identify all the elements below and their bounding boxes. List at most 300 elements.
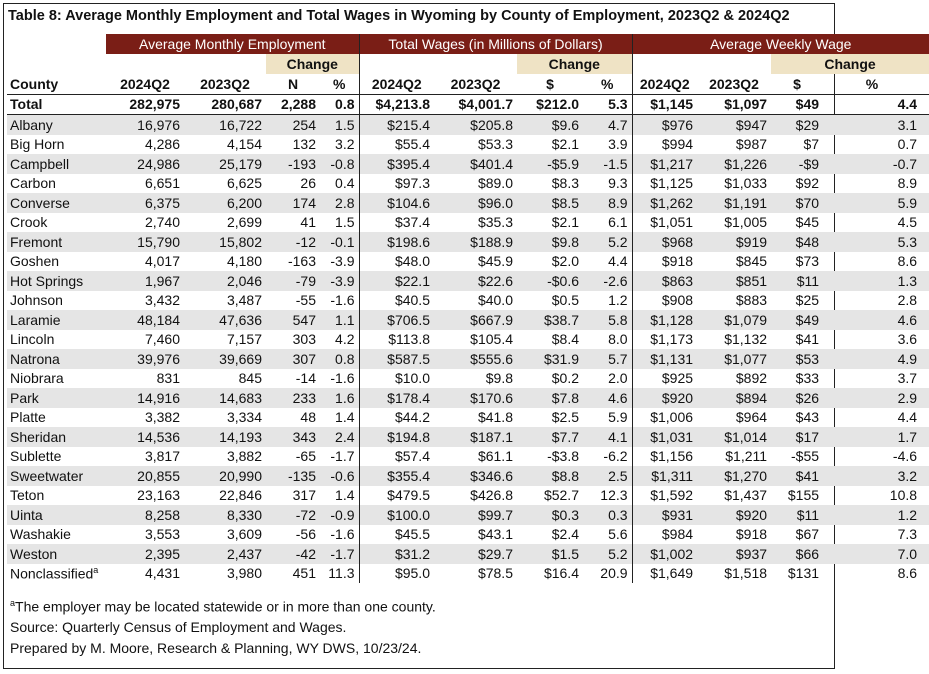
- cell-county: [7, 213, 106, 233]
- cell-value: $67: [795, 526, 820, 543]
- cell-emp-pct: [320, 486, 359, 506]
- cell-emp-n: [266, 349, 320, 369]
- cell-wage-2023: [434, 213, 517, 233]
- table-row: [7, 291, 929, 311]
- cell-value: $9.8: [551, 233, 579, 250]
- cell-value: $31.2: [394, 545, 430, 562]
- cell-county: [7, 115, 106, 135]
- cell-wage-dollar: [517, 94, 583, 115]
- cell-emp-2023: [184, 525, 266, 545]
- cell-wage-dollar: [517, 369, 583, 389]
- cell-value: 4.2: [335, 331, 355, 348]
- cell-value: $48.0: [394, 253, 430, 270]
- cell-emp-pct: [320, 330, 359, 350]
- cell-emp-pct: [320, 193, 359, 213]
- cell-emp-n: [266, 486, 320, 506]
- cell-wage-dollar: [517, 486, 583, 506]
- cell-value: 0.7: [897, 136, 918, 153]
- cell-week-2023: [697, 388, 771, 408]
- cell-value: 3,432: [144, 292, 180, 309]
- cell-wage-2023: [434, 193, 517, 213]
- cell-value: 14,536: [137, 428, 180, 445]
- cell-value: -6.2: [603, 448, 628, 465]
- cell-value: -0.8: [330, 155, 355, 172]
- cell-value: 3,487: [226, 292, 262, 309]
- cell-value: Carbon: [10, 175, 56, 192]
- cell-value: 1,967: [144, 272, 180, 289]
- cell-wage-2024: [359, 408, 434, 428]
- cell-emp-2024: [106, 544, 184, 564]
- cell-emp-n: [266, 564, 320, 584]
- cell-wage-dollar: [517, 408, 583, 428]
- col-emp-2024: 2024Q2: [106, 74, 184, 94]
- cell-wage-dollar: [517, 135, 583, 155]
- cell-value: -1.7: [330, 545, 355, 562]
- cell-wage-2023: [434, 232, 517, 252]
- cell-county: [7, 291, 106, 311]
- cell-wage-2023: [434, 427, 517, 447]
- cell-value: $1,031: [650, 428, 694, 445]
- cell-wage-2024: [359, 369, 434, 389]
- cell-value: -4.6: [892, 448, 918, 465]
- cell-emp-pct: [320, 544, 359, 564]
- cell-value: 41: [300, 214, 316, 231]
- cell-value: $1,592: [650, 487, 694, 504]
- cell-value: $401.4: [470, 155, 513, 172]
- cell-wage-2023: [434, 94, 517, 115]
- cell-value: 233: [292, 389, 316, 406]
- cell-value: 1.2: [608, 292, 628, 309]
- cell-value: $205.8: [470, 116, 513, 133]
- cell-week-2024: [632, 115, 697, 135]
- cell-value: 5.8: [608, 311, 628, 328]
- cell-value: $918: [661, 253, 694, 270]
- cell-value: 4.4: [608, 253, 628, 270]
- cell-value: $45.9: [477, 253, 513, 270]
- cell-wage-2024: [359, 349, 434, 369]
- cell-wage-pct: [583, 213, 632, 233]
- cell-week-2024: [632, 388, 697, 408]
- cell-wage-2024: [359, 466, 434, 486]
- cell-value: 10.8: [889, 487, 918, 504]
- cell-wage-2024: [359, 135, 434, 155]
- cell-county: [7, 174, 106, 194]
- cell-value: $908: [661, 292, 694, 309]
- cell-value: $1,173: [650, 331, 694, 348]
- cell-value: 4.7: [608, 116, 628, 133]
- cell-week-2023: [697, 525, 771, 545]
- cell-value: Campbell: [10, 155, 70, 172]
- cell-value: 547: [292, 311, 316, 328]
- cell-value: $1.5: [551, 545, 579, 562]
- cell-wage-2024: [359, 505, 434, 525]
- cell-value: 26: [300, 175, 316, 192]
- cell-value: $29.7: [477, 545, 513, 562]
- cell-value: 0.8: [335, 96, 355, 113]
- cell-value: 0.4: [335, 175, 355, 192]
- cell-week-dollar: [771, 232, 823, 252]
- col-wage-2024: 2024Q2: [359, 74, 434, 94]
- cell-value: 5.3: [897, 233, 918, 250]
- cell-value: $53.3: [477, 136, 513, 153]
- table-row: [7, 174, 929, 194]
- cell-value: Washakie: [10, 526, 71, 543]
- cell-value: Albany: [10, 116, 53, 133]
- cell-wage-2023: [434, 174, 517, 194]
- cell-value: $25: [795, 292, 820, 309]
- cell-week-pct: [823, 252, 929, 272]
- cell-value: -65: [295, 448, 316, 465]
- cell-emp-2023: [184, 447, 266, 467]
- cell-emp-2023: [184, 135, 266, 155]
- column-header-row: [7, 74, 929, 94]
- cell-value: 5.7: [608, 350, 628, 367]
- cell-value: 5.6: [608, 526, 628, 543]
- cell-value: 174: [292, 194, 316, 211]
- cell-wage-dollar: [517, 505, 583, 525]
- cell-week-pct: [823, 310, 929, 330]
- cell-value: $31.9: [543, 350, 579, 367]
- cell-emp-pct: [320, 388, 359, 408]
- cell-wage-2024: [359, 291, 434, 311]
- cell-value: $215.4: [387, 116, 430, 133]
- cell-week-pct: [823, 135, 929, 155]
- cell-county: [7, 252, 106, 272]
- cell-emp-2024: [106, 427, 184, 447]
- cell-value: $587.5: [387, 350, 430, 367]
- table-row: [7, 330, 929, 350]
- cell-emp-n: [266, 388, 320, 408]
- cell-value: $845: [735, 253, 768, 270]
- cell-emp-pct: [320, 349, 359, 369]
- cell-wage-dollar: [517, 427, 583, 447]
- cell-value: $2.1: [551, 214, 579, 231]
- cell-value: Big Horn: [10, 136, 65, 153]
- cell-emp-n: [266, 369, 320, 389]
- cell-value: 48: [300, 409, 316, 426]
- cell-week-pct: [823, 213, 929, 233]
- cell-week-2024: [632, 232, 697, 252]
- col-wage-pct: %: [583, 74, 632, 94]
- cell-value: 1.5: [335, 116, 355, 133]
- cell-value: 1.4: [335, 409, 355, 426]
- cell-emp-pct: [320, 213, 359, 233]
- cell-emp-2023: [184, 310, 266, 330]
- cell-emp-2024: [106, 388, 184, 408]
- cell-week-pct: [823, 154, 929, 174]
- cell-value: $61.1: [477, 448, 513, 465]
- table-row: [7, 466, 929, 486]
- cell-value: Uinta: [10, 506, 43, 523]
- cell-value: $964: [735, 409, 768, 426]
- cell-emp-2023: [184, 252, 266, 272]
- cell-value: $1,131: [650, 350, 694, 367]
- cell-value: $187.1: [470, 428, 513, 445]
- cell-value: Sublette: [10, 448, 62, 465]
- cell-value: -3.9: [330, 272, 355, 289]
- cell-wage-2024: [359, 174, 434, 194]
- cell-wage-2023: [434, 388, 517, 408]
- cell-wage-2024: [359, 388, 434, 408]
- cell-value: $937: [735, 545, 768, 562]
- cell-value: Fremont: [10, 233, 63, 250]
- cell-wage-2023: [434, 369, 517, 389]
- cell-value: 1.1: [335, 311, 355, 328]
- cell-wage-2024: [359, 232, 434, 252]
- cell-emp-2024: [106, 525, 184, 545]
- cell-wage-2023: [434, 330, 517, 350]
- table-row: [7, 544, 929, 564]
- cell-value: -1.6: [330, 292, 355, 309]
- cell-value: $667.9: [470, 311, 513, 328]
- cell-emp-pct: [320, 291, 359, 311]
- cell-wage-pct: [583, 291, 632, 311]
- footnote-marker: a: [93, 564, 99, 575]
- cell-wage-pct: [583, 388, 632, 408]
- cell-wage-2024: [359, 427, 434, 447]
- cell-wage-pct: [583, 310, 632, 330]
- cell-county: [7, 271, 106, 291]
- cell-emp-2024: [106, 310, 184, 330]
- cell-wage-2023: [434, 486, 517, 506]
- cell-value: $49: [795, 96, 820, 113]
- cell-value: 6,200: [226, 194, 262, 211]
- cell-wage-2024: [359, 447, 434, 467]
- cell-emp-2024: [106, 330, 184, 350]
- cell-week-dollar: [771, 349, 823, 369]
- cell-value: 3.1: [897, 116, 918, 133]
- cell-value: 8,258: [144, 506, 180, 523]
- cell-emp-2023: [184, 466, 266, 486]
- cell-value: $10.0: [394, 370, 430, 387]
- cell-week-dollar: [771, 447, 823, 467]
- cell-value: $1,211: [725, 448, 768, 465]
- cell-value: $104.6: [387, 194, 430, 211]
- cell-county: [7, 486, 106, 506]
- cell-value: 6.1: [608, 214, 628, 231]
- cell-week-2023: [697, 252, 771, 272]
- cell-week-pct: [823, 486, 929, 506]
- cell-week-2023: [697, 369, 771, 389]
- cell-county: [7, 544, 106, 564]
- cell-value: Converse: [10, 194, 70, 211]
- cell-emp-pct: [320, 252, 359, 272]
- cell-wage-dollar: [517, 232, 583, 252]
- cell-value: 16,722: [219, 116, 262, 133]
- cell-value: $1,079: [724, 311, 768, 328]
- cell-value: $1,191: [724, 194, 768, 211]
- cell-week-2024: [632, 447, 697, 467]
- cell-value: $1,051: [650, 214, 694, 231]
- cell-value: $16.4: [543, 565, 579, 582]
- cell-value: -$55: [791, 448, 820, 465]
- cell-value: $346.6: [470, 467, 513, 484]
- cell-county: [7, 232, 106, 252]
- cell-week-2023: [697, 544, 771, 564]
- cell-emp-2023: [184, 154, 266, 174]
- cell-emp-2024: [106, 115, 184, 135]
- cell-value: 12.3: [600, 487, 628, 504]
- table-row: [7, 525, 929, 545]
- cell-value: $97.3: [394, 175, 430, 192]
- cell-emp-2023: [184, 271, 266, 291]
- cell-county: [7, 135, 106, 155]
- cell-value: $1,262: [650, 194, 694, 211]
- col-week-dollar: $: [771, 74, 823, 94]
- cell-week-pct: [823, 447, 929, 467]
- cell-value: 11.3: [328, 565, 355, 582]
- cell-county: [7, 427, 106, 447]
- cell-wage-2023: [434, 408, 517, 428]
- cell-wage-2024: [359, 154, 434, 174]
- cell-value: -135: [287, 467, 316, 484]
- cell-week-pct: [823, 564, 929, 584]
- cell-wage-dollar: [517, 213, 583, 233]
- cell-week-2024: [632, 349, 697, 369]
- cell-value: 0.3: [608, 506, 628, 523]
- cell-emp-n: [266, 94, 320, 115]
- cell-wage-2024: [359, 486, 434, 506]
- cell-wage-dollar: [517, 330, 583, 350]
- cell-value: $53: [795, 350, 820, 367]
- cell-value: $4,001.7: [458, 96, 513, 113]
- cell-week-pct: [823, 115, 929, 135]
- cell-wage-dollar: [517, 193, 583, 213]
- cell-wage-dollar: [517, 447, 583, 467]
- cell-emp-pct: [320, 310, 359, 330]
- cell-week-2024: [632, 310, 697, 330]
- cell-value: 14,193: [219, 428, 262, 445]
- cell-value: 3.2: [335, 136, 355, 153]
- cell-week-pct: [823, 349, 929, 369]
- cell-week-2024: [632, 154, 697, 174]
- cell-week-dollar: [771, 135, 823, 155]
- cell-value: 1.3: [897, 272, 918, 289]
- cell-week-pct: [823, 94, 929, 115]
- cell-value: 39,669: [219, 350, 262, 367]
- cell-value: Platte: [10, 409, 46, 426]
- cell-value: $2.0: [551, 253, 579, 270]
- cell-value: $96.0: [477, 194, 513, 211]
- cell-value: -2.6: [603, 272, 628, 289]
- cell-wage-dollar: [517, 174, 583, 194]
- cell-value: $1,128: [650, 311, 694, 328]
- table-row: [7, 369, 929, 389]
- cell-emp-2023: [184, 388, 266, 408]
- cell-value: $7: [803, 136, 820, 153]
- cell-wage-dollar: [517, 388, 583, 408]
- cell-value: -193: [287, 155, 316, 172]
- cell-week-2024: [632, 564, 697, 584]
- col-county: County: [7, 74, 106, 94]
- cell-value: $1,077: [724, 350, 768, 367]
- cell-county: [7, 525, 106, 545]
- cell-value: $45.5: [394, 526, 430, 543]
- cell-county: [7, 408, 106, 428]
- cell-value: 2,046: [226, 272, 262, 289]
- cell-value: Park: [10, 389, 39, 406]
- cell-week-2024: [632, 369, 697, 389]
- cell-emp-2024: [106, 154, 184, 174]
- cell-value: $8.4: [551, 331, 579, 348]
- cell-week-2024: [632, 252, 697, 272]
- cell-value: Sweetwater: [10, 467, 84, 484]
- cell-week-2023: [697, 408, 771, 428]
- cell-value: $2.1: [551, 136, 579, 153]
- cell-value: $706.5: [387, 311, 430, 328]
- cell-emp-2024: [106, 193, 184, 213]
- wages-change-label: Change: [517, 54, 632, 74]
- cell-value: -56: [295, 526, 316, 543]
- cell-value: 845: [238, 370, 262, 387]
- cell-value: $70: [795, 194, 820, 211]
- cell-value: $43: [795, 409, 820, 426]
- cell-emp-2024: [106, 408, 184, 428]
- cell-value: Niobrara: [10, 370, 64, 387]
- cell-value: $1,649: [650, 565, 694, 582]
- cell-value: $41: [795, 331, 820, 348]
- cell-emp-2024: [106, 271, 184, 291]
- cell-value: $40.5: [394, 292, 430, 309]
- cell-value: $45: [795, 214, 820, 231]
- cell-value: -$9: [798, 155, 820, 172]
- cell-week-dollar: [771, 94, 823, 115]
- cell-wage-2024: [359, 544, 434, 564]
- col-emp-2023: 2023Q2: [184, 74, 266, 94]
- cell-value: $1,033: [724, 175, 768, 192]
- cell-week-dollar: [771, 486, 823, 506]
- cell-emp-n: [266, 252, 320, 272]
- cell-week-2023: [697, 447, 771, 467]
- cell-wage-2024: [359, 310, 434, 330]
- cell-emp-pct: [320, 271, 359, 291]
- cell-value: $105.4: [470, 331, 513, 348]
- cell-value: 4,017: [144, 253, 180, 270]
- cell-value: $57.4: [394, 448, 430, 465]
- cell-value: $863: [661, 272, 694, 289]
- cell-value: $2.5: [551, 409, 579, 426]
- cell-value: 4,431: [144, 565, 180, 582]
- cell-wage-pct: [583, 174, 632, 194]
- cell-week-pct: [823, 193, 929, 213]
- table-row: [7, 310, 929, 330]
- cell-week-pct: [823, 330, 929, 350]
- cell-wage-dollar: [517, 544, 583, 564]
- cell-emp-pct: [320, 427, 359, 447]
- cell-week-pct: [823, 525, 929, 545]
- cell-value: 16,976: [137, 116, 180, 133]
- cell-value: 25,179: [219, 155, 262, 172]
- cell-county: [7, 310, 106, 330]
- source-note: Source: Quarterly Census of Employment and Wages.: [10, 619, 347, 635]
- cell-value: 20,990: [219, 467, 262, 484]
- cell-value: $49: [795, 311, 820, 328]
- change-header-row: [7, 54, 929, 74]
- cell-value: 5.9: [897, 194, 918, 211]
- cell-value: 3.6: [897, 331, 918, 348]
- cell-emp-2024: [106, 564, 184, 584]
- cell-value: $29: [795, 116, 820, 133]
- cell-week-2023: [697, 154, 771, 174]
- table-row: [7, 349, 929, 369]
- total-row: [7, 94, 929, 115]
- cell-week-dollar: [771, 174, 823, 194]
- cell-value: 3.2: [897, 467, 918, 484]
- cell-emp-pct: [320, 115, 359, 135]
- cell-emp-pct: [320, 564, 359, 584]
- cell-value: Goshen: [10, 253, 60, 270]
- cell-value: $40.0: [477, 292, 513, 309]
